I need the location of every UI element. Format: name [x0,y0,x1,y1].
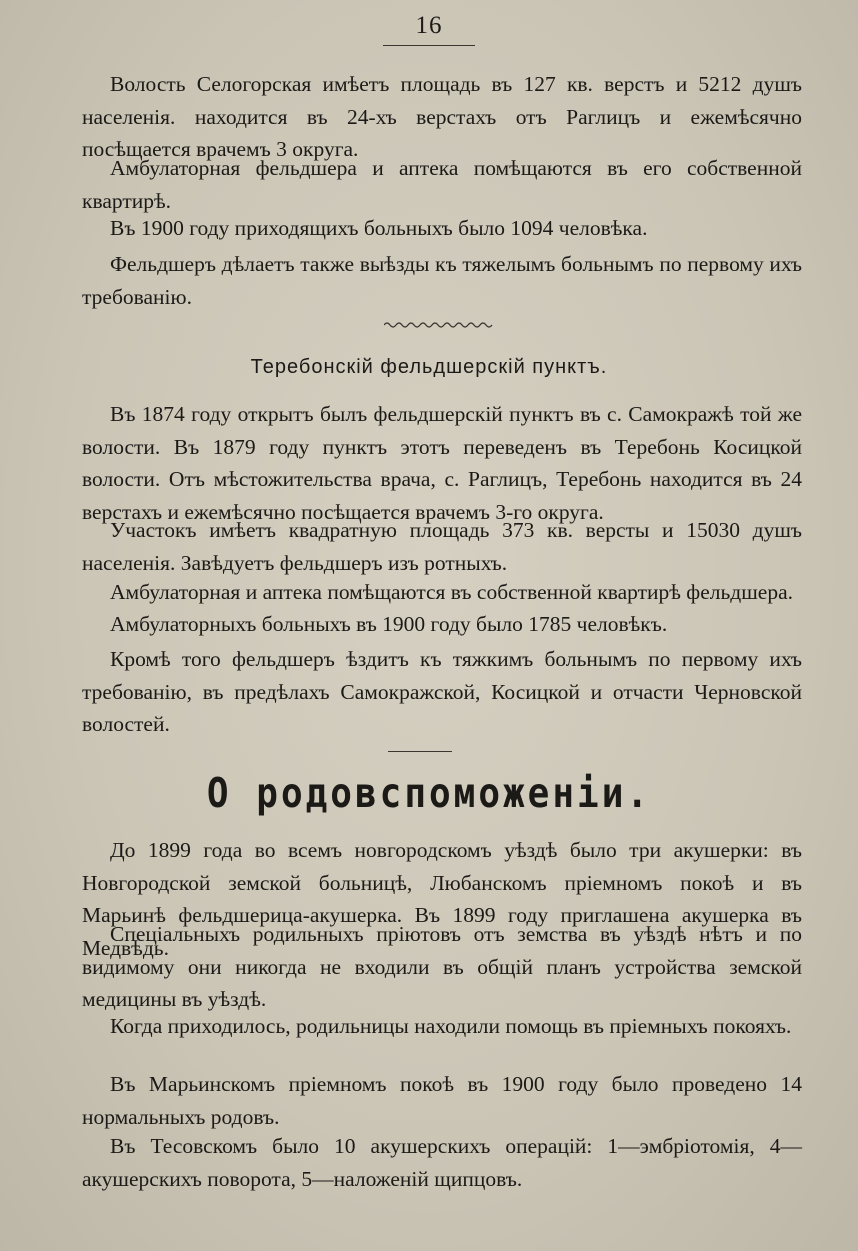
paragraph: Въ 1874 году открытъ былъ фельдшерскій пунктъ въ с. Самокражѣ той же волости. Въ 1879 году пунктъ этотъ переведенъ въ Теребонь Косицкой волости. Отъ мѣстожительства врача, с. Раглицъ, Теребонь находится въ 24 верстахъ и ежемѣсячно посѣщается врачемъ 3-го округа. [82,402,802,524]
paragraph: До 1899 года во всемъ новгородскомъ уѣздѣ было три акушерки: въ Новгородской земской больницѣ, Любанскомъ пріемномъ покоѣ и въ Марьинѣ фельдшерица-акушерка. Въ 1899 году приглашена акушерка въ Медвѣдь. [82,838,802,960]
paragraph: Въ Тесовскомъ было 10 акушерскихъ операцій: 1—эмбріотомія, 4—акушерскихъ поворота, 5—наложеній щипцовъ. [82,1134,802,1191]
paragraph: Амбулаторная и аптека помѣщаются въ собственной квартирѣ фельдшера. [110,580,794,604]
page-number: 16 [415,12,443,39]
paragraph: Въ 1900 году приходящихъ больныхъ было 1094 человѣка. [110,216,648,240]
header-rule [383,45,475,46]
paragraph: Кромѣ того фельдшеръ ѣздитъ къ тяжкимъ больнымъ по первому ихъ требованію, въ предѣлахъ Самокражской, Косицкой и отчасти Черновской волостей. [82,647,802,736]
paragraph: Амбулаторная фельдшера и аптека помѣщаются въ его собственной квартирѣ. [82,156,802,213]
wavy-divider [384,320,494,330]
chapter-title: О родовспоможеніи. [206,770,652,818]
section-rule [388,751,452,752]
paragraph: Спеціальныхъ родильныхъ пріютовъ отъ земства въ уѣздѣ нѣтъ и по видимому они никогда не входили въ общій планъ устройства земской медицины въ уѣздѣ. [82,922,802,1011]
paragraph: Въ Марьинскомъ пріемномъ покоѣ въ 1900 году было проведено 14 нормальныхъ родовъ. [82,1072,802,1129]
paragraph: Участокъ имѣетъ квадратную площадь 373 кв. версты и 15030 душъ населенія. Завѣдуетъ фельдшеръ изъ ротныхъ. [82,518,802,575]
paragraph: Когда приходилось, родильницы находили помощь въ пріемныхъ покояхъ. [110,1014,792,1038]
section-title: Теребонскій фельдшерскій пунктъ. [250,356,608,378]
paragraph: Амбулаторныхъ больныхъ въ 1900 году было 1785 человѣкъ. [110,612,668,636]
paragraph: Фельдшеръ дѣлаетъ также выѣзды къ тяжелымъ больнымъ по первому ихъ требованію. [82,252,802,309]
paragraph: Волость Селогорская имѣетъ площадь въ 127 кв. верстъ и 5212 душъ населенія. находится въ 24-хъ верстахъ отъ Раглицъ и ежемѣсячно посѣщается врачемъ 3 округа. [82,72,802,161]
